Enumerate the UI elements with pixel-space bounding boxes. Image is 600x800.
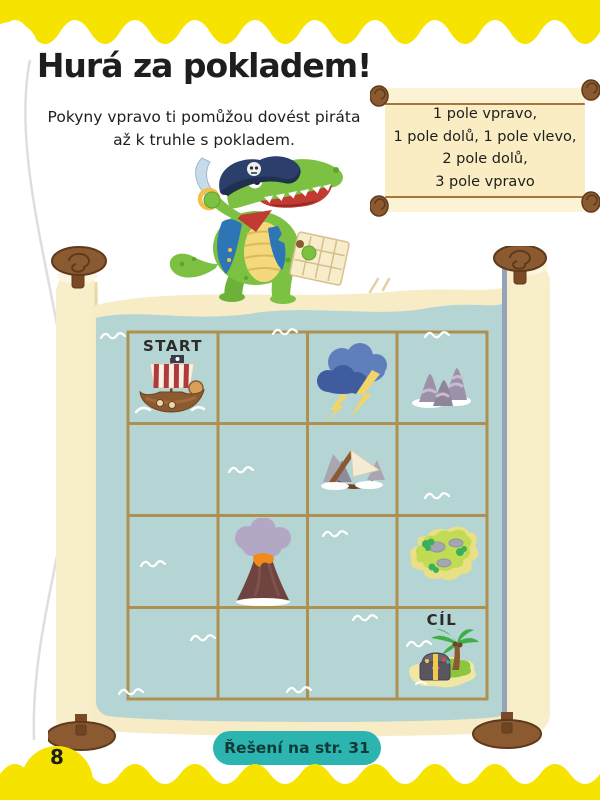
- instruction-line-4: 3 pole vpravo: [435, 173, 535, 190]
- scroll-knob-icon: [582, 192, 600, 212]
- rocks-icon: [409, 360, 475, 412]
- scroll-knob-icon: [370, 196, 388, 216]
- scroll-knob-icon: [582, 80, 600, 100]
- pirate-crocodile-illustration: [152, 156, 362, 306]
- volcano-icon: [223, 518, 303, 606]
- subtitle-line-1: Pokyny vpravo ti pomůžou dovést piráta: [47, 108, 361, 126]
- wave-icon: [190, 632, 216, 644]
- instruction-text: [382, 103, 588, 193]
- wave-icon: [272, 326, 298, 338]
- subtitle-line-2: až k truhle s pokladem.: [113, 131, 295, 149]
- pirate-ship-icon: [134, 352, 210, 422]
- wave-icon: [100, 330, 126, 342]
- shipwreck-icon: [317, 436, 389, 494]
- bottom-wavy-border: [0, 730, 600, 800]
- instruction-line-2: 1 pole dolů, 1 pole vlevo,: [393, 128, 577, 145]
- wave-icon: [424, 329, 450, 341]
- instruction-line-1: 1 pole vpravo,: [432, 106, 538, 122]
- goal-label: CÍL: [426, 611, 458, 629]
- island-icon: [403, 518, 483, 594]
- instruction-line-3: 2 pole dolů,: [442, 151, 528, 167]
- wave-icon: [352, 612, 378, 624]
- solution-badge: Řešení na str. 31: [213, 731, 381, 765]
- wave-icon: [424, 490, 450, 502]
- wave-icon: [322, 528, 348, 540]
- start-label: START: [142, 337, 204, 355]
- wave-icon: [140, 558, 166, 570]
- wave-icon: [286, 684, 312, 696]
- page-number: 8: [50, 745, 64, 769]
- page-title: Hurá za pokladem!: [36, 46, 372, 85]
- page-subtitle: [28, 106, 380, 152]
- wave-icon: [118, 686, 144, 698]
- storm-cloud-icon: [314, 342, 392, 424]
- wave-icon: [406, 638, 432, 650]
- wave-icon: [228, 464, 254, 476]
